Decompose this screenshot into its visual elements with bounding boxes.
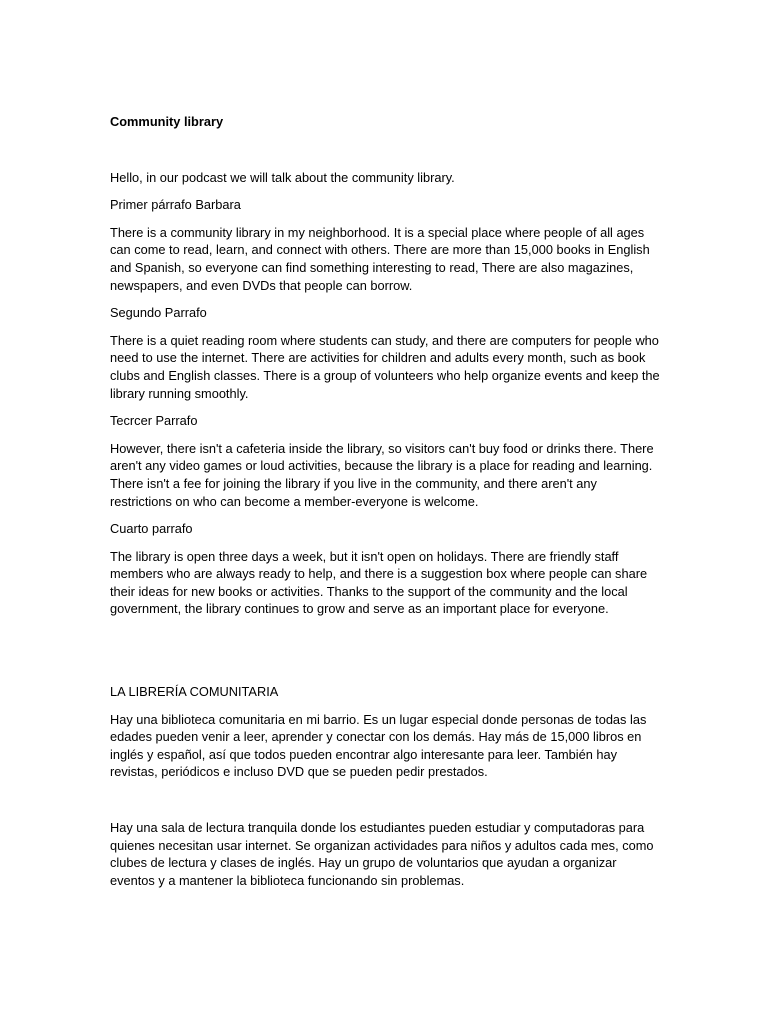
blank-space xyxy=(110,628,660,683)
english-paragraph-1: There is a community library in my neighborhood. It is a special place where people of all ages can come to read, learn, and connect with others. There are more than 15,000 books in English and Spanish, so everyone can find something interesting to read, There are also magazines, newspapers, and even DVDs that people can borrow. xyxy=(110,224,650,293)
section-heading-2: Segundo Parrafo xyxy=(110,305,207,321)
spanish-paragraph-2: Hay una sala de lectura tranquila donde los estudiantes pueden estudiar y computadoras para quienes necesitan usar internet. Se organizan actividades para niños y adultos cada mes, como clubes de lectura y clases de inglés. Hay un grupo de voluntarios que ayudan a organizar eventos y a mantener la biblioteca funcionando sin problemas. xyxy=(110,820,654,888)
blank-space xyxy=(110,791,660,819)
english-paragraph-2: There is a quiet reading room where students can study, and there are computers for people who need to use the internet. There are activities for children and adults every month, such as book clubs and English classes. There is a group of volunteers who help organize events and keep the library running smoothly. xyxy=(110,332,660,401)
section-heading-4: Cuarto parrafo xyxy=(110,521,193,537)
section-heading-3: Tecrcer Parrafo xyxy=(110,413,198,429)
spanish-paragraph-1: Hay una biblioteca comunitaria en mi barrio. Es un lugar especial donde personas de todas las edades pueden venir a leer, aprender y conectar con los demás. Hay más de 15,000 libros en inglés y español, así que todos pueden encontrar algo interesante para leer. También hay revistas, periódicos e incluso DVD que se pueden pedir prestados. xyxy=(110,711,647,780)
english-paragraph-3: However, there isn't a cafeteria inside the library, so visitors can't buy food or drinks there. There aren't any video games or loud activities, because the library is a place for reading and learning. There isn't a fee for joining the library if you live in the community, and there aren't any restrictions on who can become a member-everyone is welcome. xyxy=(110,440,654,509)
spanish-heading: LA LIBRERÍA COMUNITARIA xyxy=(110,684,279,700)
english-paragraph-4: The library is open three days a week, but it isn't open on holidays. There are friendly staff members who are always ready to help, and there is a suggestion box where people can share their ideas for new books or activities. Thanks to the support of the community and the local government, the library continues to grow and serve as an important place for everyone. xyxy=(110,548,648,617)
document-page xyxy=(110,113,660,899)
section-heading-1: Primer párrafo Barbara xyxy=(110,197,241,213)
intro-paragraph: Hello, in our podcast we will talk about the community library. xyxy=(110,169,455,185)
document-title: Community library xyxy=(110,114,224,129)
